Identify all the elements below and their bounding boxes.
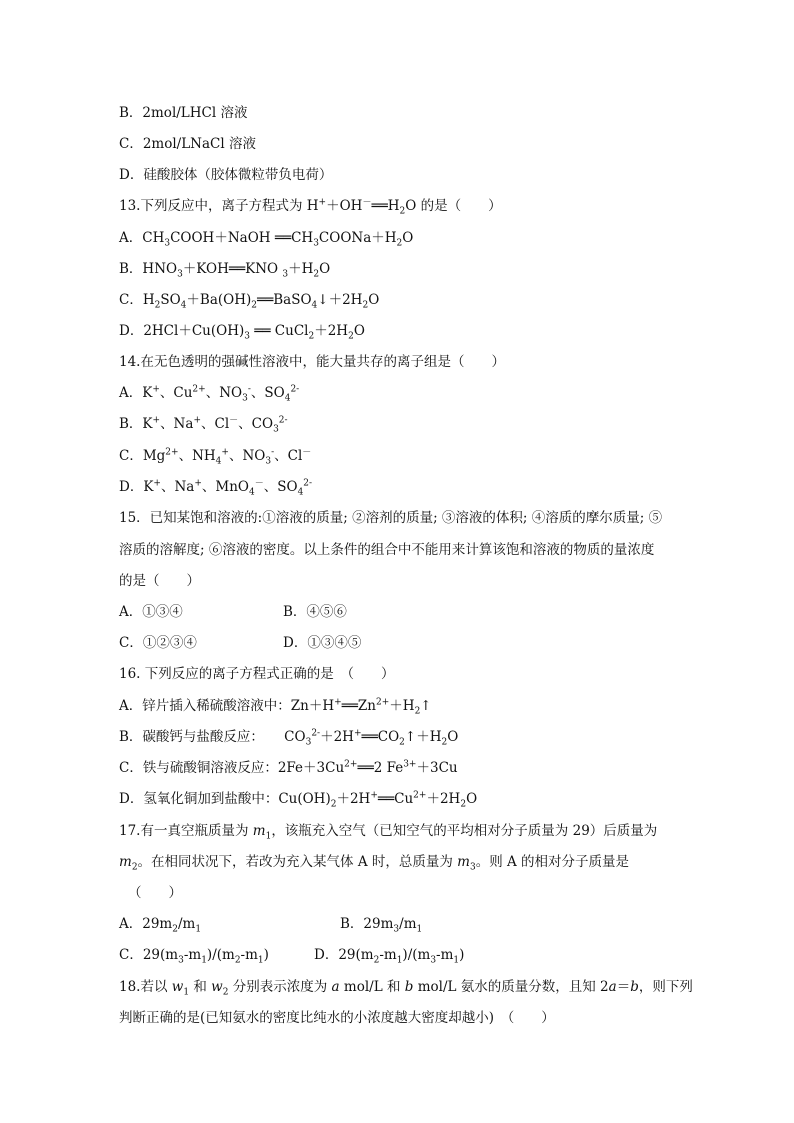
q13-option-d: D．$2HCl+Cu(OH)_3$ ══ $CuCl_2+2H_2O$ bbox=[119, 323, 365, 342]
q14-stem: 14.在无色透明的强碱性溶液中，能大量共存的离子组是（ ） bbox=[119, 354, 505, 370]
q18-stem-line2: 判断正确的是(已知氨水的密度比纯水的小浓度越大密度却越小) （ ） bbox=[119, 1010, 555, 1026]
q17-option-d: D．$29(m_2-m_1)/(m_3-m_1)$ bbox=[314, 947, 465, 966]
q14-option-b: B．K+、Na+、Cl－、$CO_3^{2-}$ bbox=[119, 415, 288, 435]
q15-option-b: B．④⑤⑥ bbox=[283, 604, 347, 620]
q14-option-d: D．K+、Na+、MnO$_4$－、$SO_4^{2-}$ bbox=[119, 478, 313, 498]
q13-option-a: A．$CH_3COOH+NaOH$ $══CH_3COONa+H_2O$ bbox=[119, 230, 414, 249]
q12-option-c: C．2mol/LNaCl 溶液 bbox=[119, 136, 256, 152]
q15-stem-line1: 15．已知某饱和溶液的:①溶液的质量; ②溶剂的质量; ③溶液的体积; ④溶质的摩尔质量; ⑤ bbox=[119, 510, 663, 526]
q15-stem-line3: 的是（ ） bbox=[119, 573, 200, 589]
q16-option-a: A．锌片插入稀硫酸溶液中：$Zn+H^+══Zn^{2+}+H_2↑$ bbox=[119, 697, 432, 717]
q16-option-b: B．碳酸钙与盐酸反应： $CO_3^{2-}+2H^+══CO_2↑+H_2O$ bbox=[119, 728, 459, 748]
q17-option-c: C．$29(m_3-m_1)/(m_2-m_1)$ bbox=[119, 947, 269, 966]
q17-option-a: A．$29m_2/m_1$ bbox=[119, 916, 202, 935]
q15-option-c: C．①②③④ bbox=[119, 635, 197, 651]
q17-option-b: B．$29m_3/m_1$ bbox=[340, 916, 423, 935]
q14-option-c: C．$Mg^{2+}$、$NH_4^+$、$NO_3^-$、Cl－ bbox=[119, 447, 312, 467]
q15-option-d: D．①③④⑤ bbox=[283, 635, 362, 651]
q12-option-d: D．硅酸胶体（胶体微粒带负电荷） bbox=[119, 167, 333, 183]
q17-stem-line1: 17.有一真空瓶质量为 $m_1$，该瓶充入空气（已知空气的平均相对分子质量为 29）后质量为 bbox=[119, 823, 658, 842]
q14-option-a: A．K+、$Cu^{2+}$、$NO_3^-$、$SO_4^{2-}$ bbox=[119, 384, 300, 404]
q17-stem-line3: （ ） bbox=[128, 885, 182, 901]
q13-option-b: B．$HNO_3+KOH══KNO$ $_3+H_2O$ bbox=[119, 261, 331, 280]
q12-option-b: B．2mol/LHCl 溶液 bbox=[119, 105, 248, 121]
q15-stem-line2: 溶质的溶解度; ⑥溶液的密度。以上条件的组合中不能用来计算该饱和溶液的物质的量浓度 bbox=[119, 542, 655, 558]
q17-stem-line2: $m_2$。在相同状况下，若改为充入某气体 A 时，总质量为 $m_3$。则 A 的相对分子质量是 bbox=[119, 854, 630, 873]
q15-option-a: A．①③④ bbox=[119, 604, 183, 620]
q13-stem: 13.下列反应中，离子方程式为 $H^++OH^-══H_2O$ 的是（ ） bbox=[119, 197, 502, 217]
q13-option-c: C．$H_2SO_4+Ba(OH)_2══BaSO_4↓+2H_2O$ bbox=[119, 292, 380, 311]
q18-stem-line1: 18.若以 $w_1$ 和 $w_2$ 分别表示浓度为 a mol/L 和 b mol/L 氨水的质量分数，且知 2a＝b，则下列 bbox=[119, 979, 693, 998]
q16-stem: 16. 下列反应的离子方程式正确的是 （ ） bbox=[119, 666, 395, 682]
q16-option-c: C．铁与硫酸铜溶液反应：$2Fe+3Cu^{2+}══2$ $Fe^{3+}+3Cu$ bbox=[119, 759, 458, 776]
q16-option-d: D．氢氧化铜加到盐酸中：$Cu(OH)_2+2H^+══Cu^{2+}+2H_2O$ bbox=[119, 790, 478, 810]
